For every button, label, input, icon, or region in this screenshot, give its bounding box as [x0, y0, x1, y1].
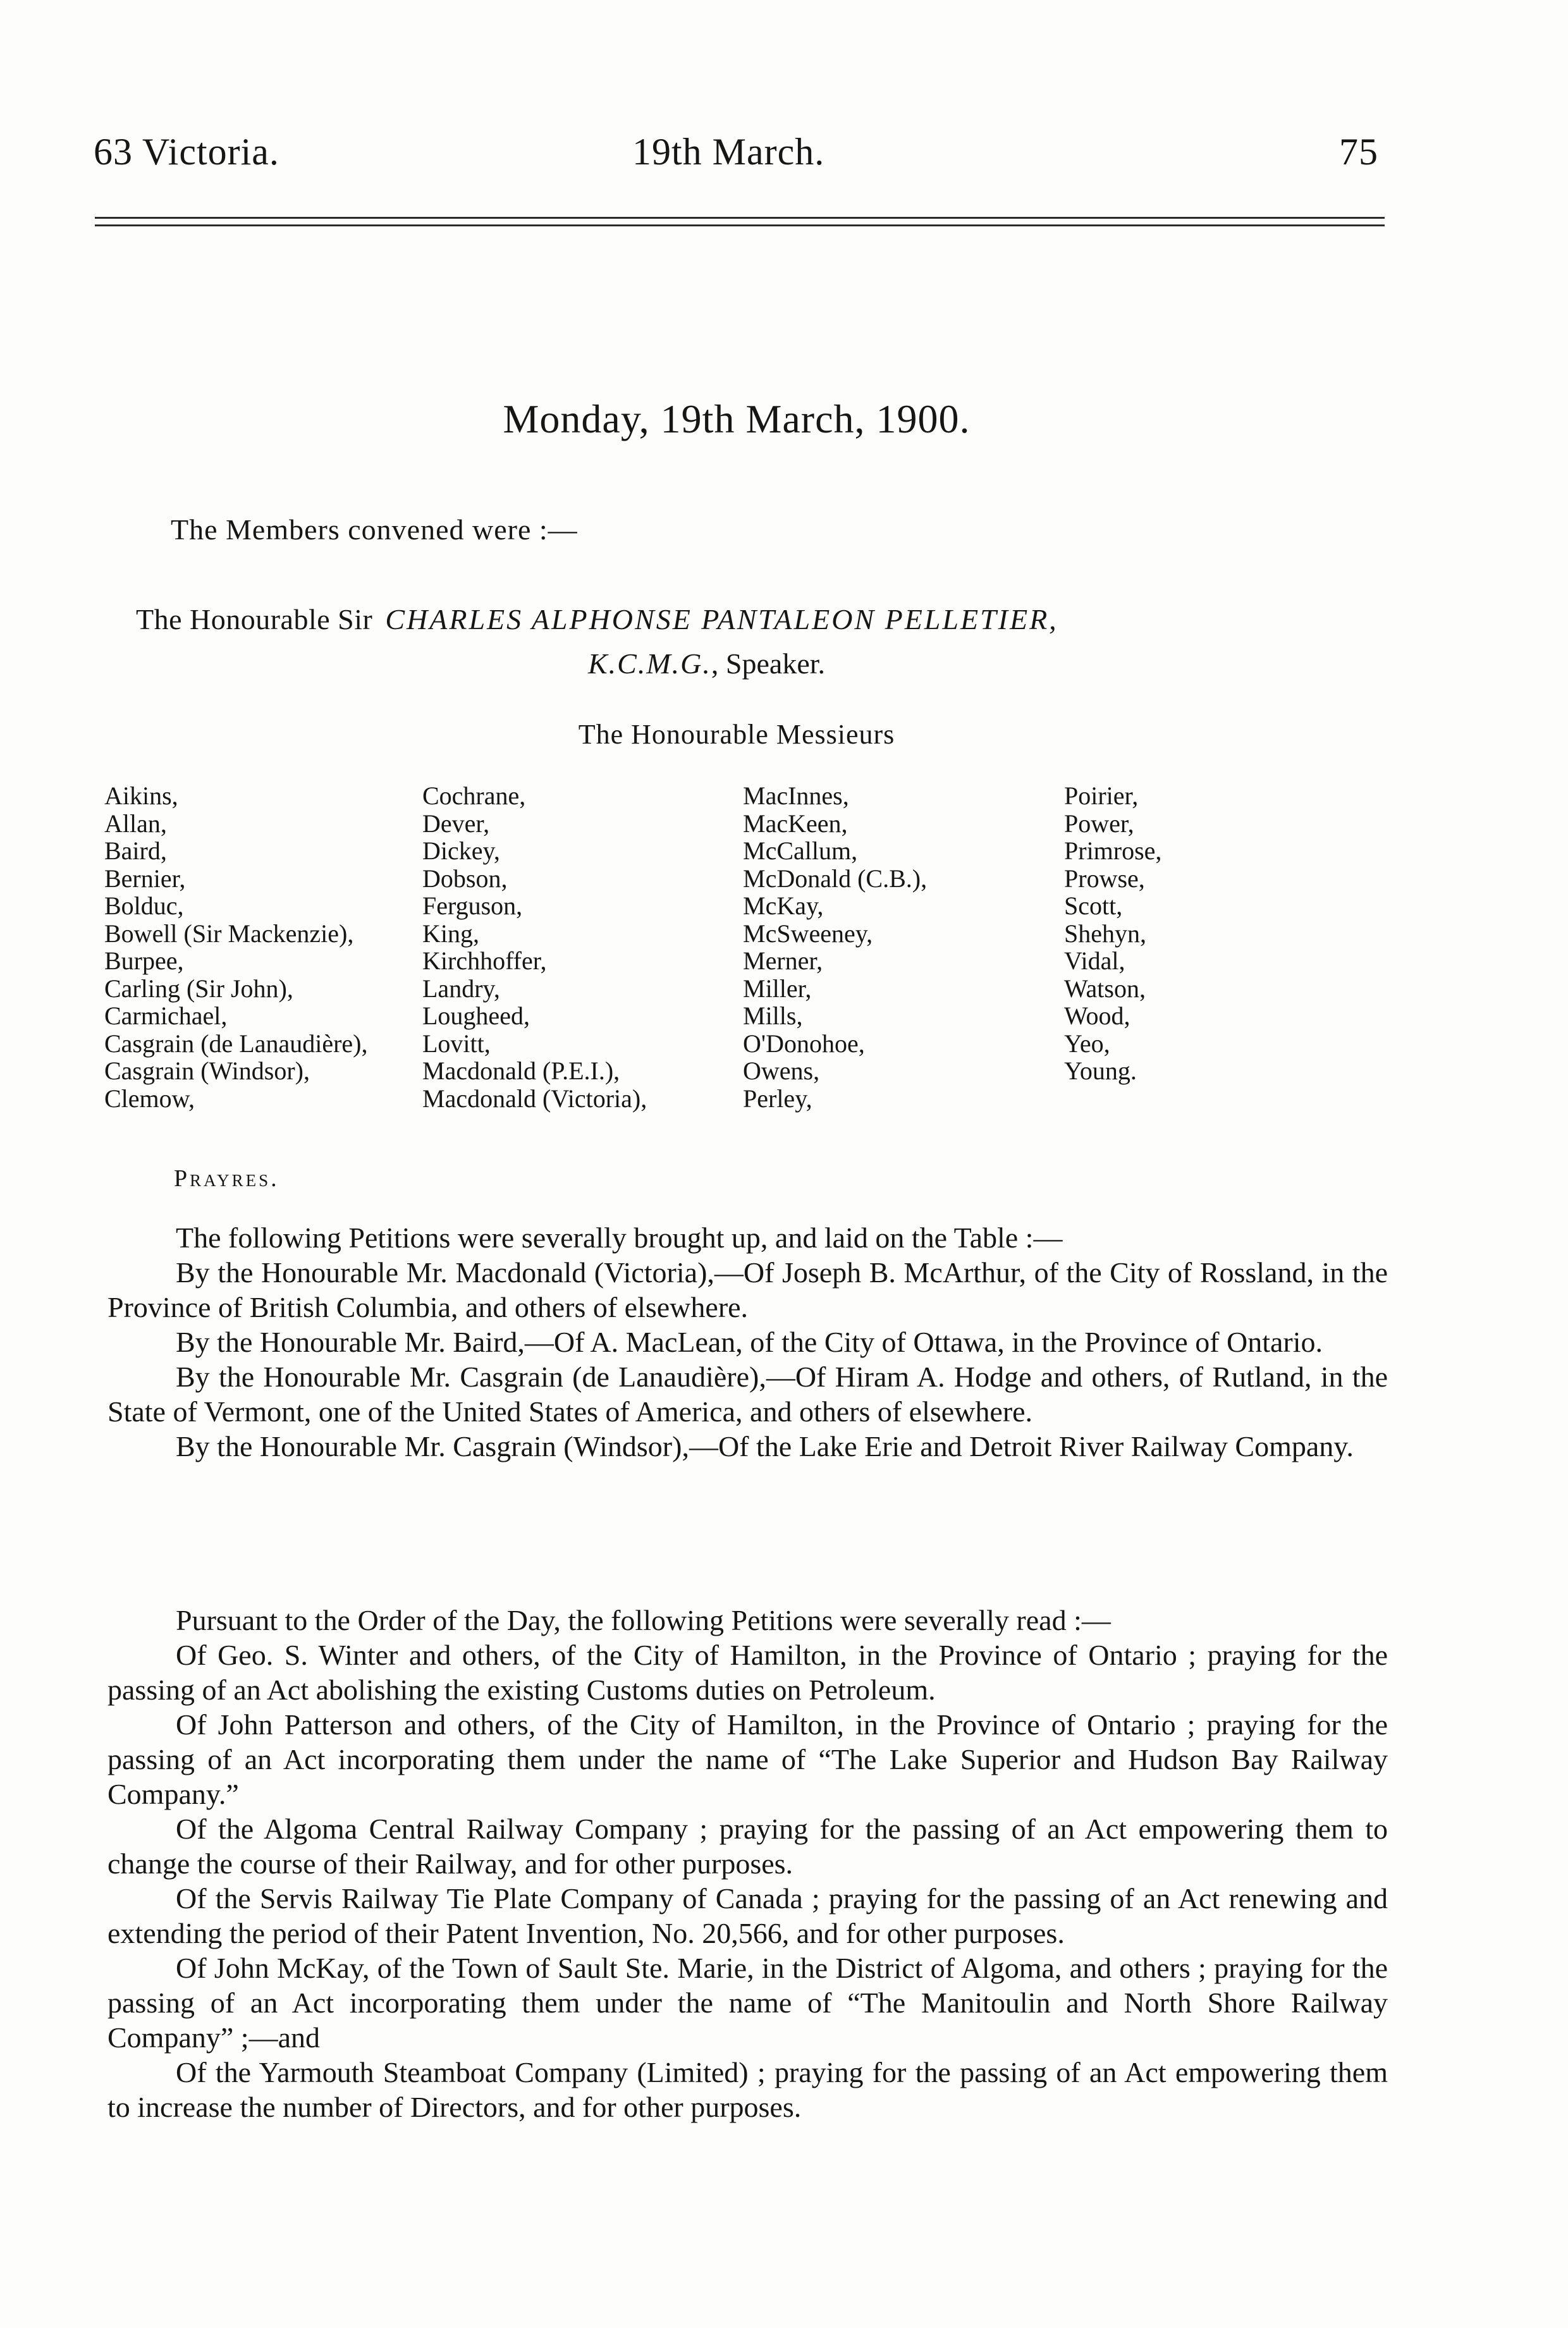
member-name: Bolduc,: [104, 891, 184, 920]
petition-entry: By the Honourable Mr. Macdonald (Victoria),—Of Joseph B. McArthur, of the City of Rossland, in the Province of British Columbia, and others of elsewhere.: [107, 1256, 1388, 1323]
member-name: Merner,: [743, 947, 823, 975]
member-name: McCallum,: [743, 836, 858, 865]
petitions-laid-intro: The following Petitions were severally brought up, and laid on the Table :—: [176, 1222, 1063, 1254]
member-name: Mills,: [743, 1002, 803, 1030]
member-name: Vidal,: [1064, 947, 1125, 975]
header-date: 19th March.: [632, 131, 825, 173]
members-intro: The Members convened were :—: [171, 513, 578, 546]
member-name: Allan,: [104, 809, 167, 838]
member-name: McDonald (C.B.),: [743, 864, 928, 893]
member-name: Kirchhoffer,: [422, 947, 547, 975]
member-name: McKay,: [743, 891, 824, 920]
member-name: Bowell (Sir Mackenzie),: [104, 919, 354, 948]
member-name: Burpee,: [104, 947, 184, 975]
petition-entry: By the Honourable Mr. Casgrain (de Lanaudière),—Of Hiram A. Hodge and others, of Rutland, in the State of Vermont, one of the United States of America, and others of elsewhere.: [107, 1361, 1388, 1428]
petition-entry: Of Geo. S. Winter and others, of the City of Hamilton, in the Province of Ontario ; praying for the passing of an Act abolishing the existing Customs duties on Petroleum.: [107, 1639, 1388, 1706]
member-name: MacInnes,: [743, 781, 849, 810]
messieurs-heading: The Honourable Messieurs: [578, 719, 895, 750]
petition-entry: Of John Patterson and others, of the City of Hamilton, in the Province of Ontario ; praying for the passing of an Act incorporating them under the name of “The Lake Superior and Hudson Bay Railway Company.”: [107, 1708, 1388, 1810]
member-name: Bernier,: [104, 864, 186, 893]
member-name: Power,: [1064, 809, 1134, 838]
member-name: Landry,: [422, 974, 500, 1003]
speaker-role: , Speaker.: [711, 647, 826, 680]
members-column-1: [104, 782, 367, 1112]
members-column-2: [422, 782, 647, 1112]
speaker-prefix: The Honourable Sir: [136, 603, 373, 635]
petition-entry: By the Honourable Mr. Casgrain (Windsor),—Of the Lake Erie and Detroit River Railway Company.: [176, 1430, 1354, 1462]
page-number: 75: [1339, 131, 1378, 173]
member-name: Casgrain (Windsor),: [104, 1057, 310, 1085]
member-name: Casgrain (de Lanaudière),: [104, 1029, 368, 1058]
member-name: Baird,: [104, 836, 167, 865]
petition-entry: Of the Algoma Central Railway Company ; praying for the passing of an Act empowering them to change the course of their Railway, and for other purposes.: [107, 1813, 1388, 1880]
speaker-line: [136, 602, 1058, 637]
member-name: Wood,: [1064, 1002, 1130, 1030]
member-name: Perley,: [743, 1084, 812, 1113]
sitting-date-title: Monday, 19th March, 1900.: [503, 396, 971, 441]
prayers-heading: Prayres.: [174, 1165, 279, 1192]
member-name: King,: [422, 919, 479, 948]
member-name: Cochrane,: [422, 781, 526, 810]
member-name: Macdonald (P.E.I.),: [422, 1057, 620, 1085]
speaker-honours: K.C.M.G.: [588, 647, 711, 680]
member-name: McSweeney,: [743, 919, 873, 948]
header-regnal-year: 63 Victoria.: [94, 131, 279, 173]
member-name: MacKeen,: [743, 809, 848, 838]
petition-entry: Of the Servis Railway Tie Plate Company of Canada ; praying for the passing of an Act renewing and extending the period of their Patent Invention, No. 20,566, and for other purposes.: [107, 1882, 1388, 1949]
petitions-laid-section: [107, 1220, 1388, 1464]
member-name: Ferguson,: [422, 891, 523, 920]
member-name: Poirier,: [1064, 781, 1139, 810]
member-name: Clemow,: [104, 1084, 195, 1113]
member-name: Primrose,: [1064, 836, 1162, 865]
member-name: Owens,: [743, 1057, 820, 1085]
member-name: Dickey,: [422, 836, 500, 865]
member-name: Carling (Sir John),: [104, 974, 293, 1003]
member-name: Macdonald (Victoria),: [422, 1084, 647, 1113]
member-name: Miller,: [743, 974, 812, 1003]
speaker-title-line: [588, 646, 825, 682]
member-name: Dobson,: [422, 864, 508, 893]
petitions-read-section: [107, 1603, 1388, 2124]
member-name: Carmichael,: [104, 1002, 228, 1030]
member-name: Lovitt,: [422, 1029, 491, 1058]
petitions-read-intro: Pursuant to the Order of the Day, the following Petitions were severally read :—: [176, 1604, 1111, 1636]
members-column-4: [1064, 782, 1161, 1085]
member-name: O'Donohoe,: [743, 1029, 865, 1058]
member-name: Shehyn,: [1064, 919, 1146, 948]
speaker-name: CHARLES ALPHONSE PANTALEON PELLETIER,: [385, 603, 1058, 635]
member-name: Prowse,: [1064, 864, 1145, 893]
petition-entry: By the Honourable Mr. Baird,—Of A. MacLean, of the City of Ottawa, in the Province of Ontario.: [176, 1326, 1323, 1358]
member-name: Dever,: [422, 809, 490, 838]
member-name: Watson,: [1064, 974, 1146, 1003]
header-rule-bottom: [95, 224, 1385, 226]
member-name: Lougheed,: [422, 1002, 530, 1030]
member-name: Young.: [1064, 1057, 1137, 1085]
petition-entry: Of the Yarmouth Steamboat Company (Limited) ; praying for the passing of an Act empowering them to increase the number of Directors, and for other purposes.: [107, 2056, 1388, 2123]
members-column-3: [743, 782, 927, 1112]
member-name: Scott,: [1064, 891, 1123, 920]
member-name: Yeo,: [1064, 1029, 1110, 1058]
header-rule-top: [95, 217, 1385, 219]
member-name: Aikins,: [104, 781, 178, 810]
petition-entry: Of John McKay, of the Town of Sault Ste. Marie, in the District of Algoma, and others ; praying for the passing of an Act incorporating them under the name of “The Manitoulin and North Shore Railway Company” ;—and: [107, 1952, 1388, 2054]
